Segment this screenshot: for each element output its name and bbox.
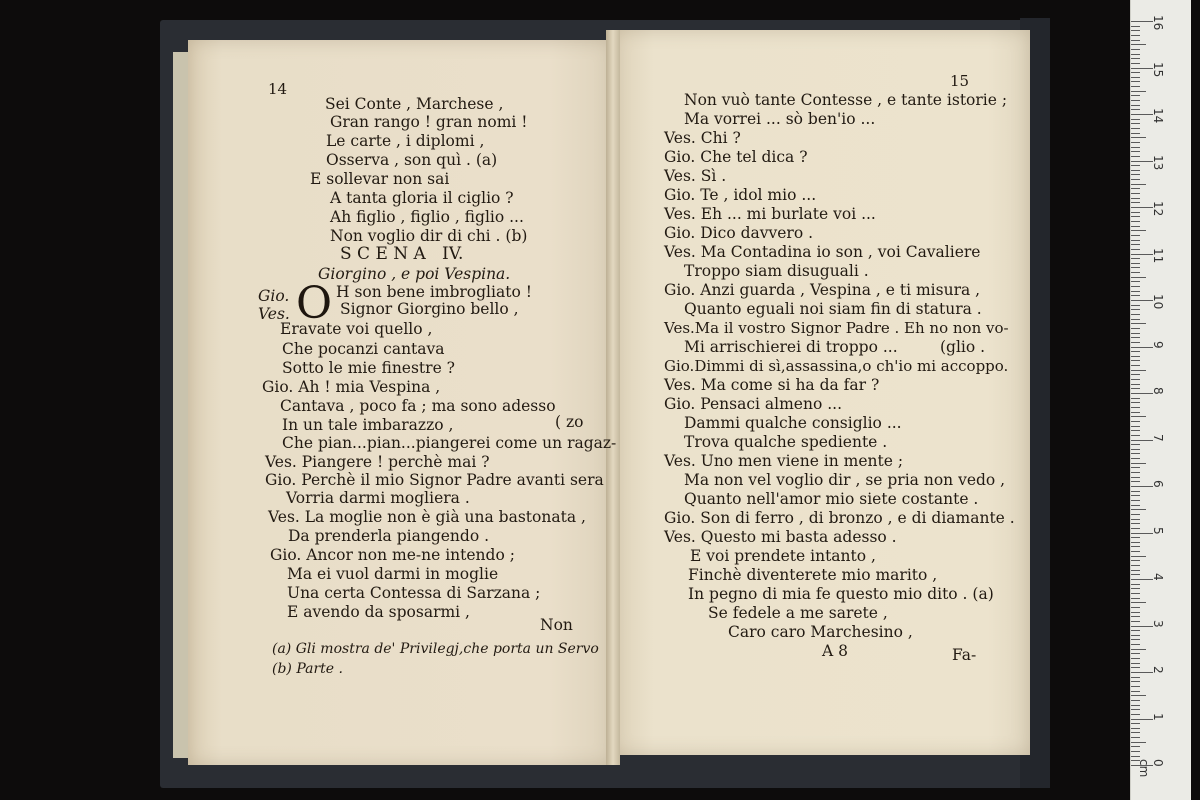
text-line: Trova qualche spediente . (684, 433, 888, 451)
ruler-tick (1131, 728, 1140, 729)
ruler-tick (1131, 756, 1140, 757)
ruler-tick (1131, 737, 1140, 738)
ruler-label: 11 (1151, 247, 1165, 263)
ruler-tick (1131, 639, 1140, 640)
ruler-tick (1131, 161, 1153, 162)
ruler-tick (1131, 714, 1140, 715)
ruler-tick (1131, 584, 1140, 585)
ruler-tick (1131, 151, 1140, 152)
ruler-label: 10 (1151, 294, 1165, 310)
text-line: Signor Giorgino bello , (340, 300, 519, 318)
ruler-tick (1131, 528, 1140, 529)
ruler-tick (1131, 481, 1140, 482)
text-line: Gio. Anzi guarda , Vespina , e ti misura , (664, 281, 981, 299)
text-line: Gio. Dico davvero . (664, 224, 814, 242)
ruler-tick (1131, 746, 1140, 747)
ruler-tick (1131, 616, 1140, 617)
ruler-tick (1131, 198, 1140, 199)
ruler-tick (1131, 500, 1140, 501)
ruler-tick (1131, 360, 1140, 361)
ruler-label: 0 cm (1137, 759, 1165, 778)
text-line: E avendo da sposarmi , (287, 603, 470, 621)
text-line: Ves. Eh ... mi burlate voi ... (664, 205, 876, 223)
ruler-tick (1131, 635, 1140, 636)
footnote: (a) Gli mostra de' Privilegj,che porta un Servo (272, 641, 599, 657)
text-line: In un tale imbarazzo , (282, 416, 454, 434)
ruler-tick (1131, 379, 1140, 380)
ruler-tick (1131, 193, 1140, 194)
ruler-label: 9 (1151, 340, 1165, 349)
ruler-tick (1131, 81, 1140, 82)
ruler-tick (1131, 546, 1140, 547)
ruler-tick (1131, 40, 1140, 41)
ruler-tick (1131, 453, 1140, 454)
ruler-tick (1131, 560, 1140, 561)
ruler-tick (1131, 519, 1140, 520)
text-line: Gio. Son di ferro , di bronzo , e di diamante . (664, 509, 1015, 527)
text-line: Ah figlio , figlio , figlio ... (330, 208, 524, 226)
ruler-tick (1131, 732, 1140, 733)
ruler-tick (1131, 156, 1140, 157)
ruler-tick (1131, 667, 1140, 668)
ruler-tick (1131, 300, 1153, 301)
ruler-tick (1131, 672, 1153, 673)
ruler-tick (1131, 588, 1140, 589)
ruler-tick (1131, 21, 1153, 22)
text-line: Se fedele a me sarete , (708, 604, 888, 622)
ruler-tick (1131, 574, 1140, 575)
text-line: Caro caro Marchesino , (728, 623, 913, 641)
ruler-tick (1131, 207, 1153, 208)
page-number-left: 14 (268, 80, 288, 98)
ruler-tick (1131, 319, 1140, 320)
ruler-tick (1131, 663, 1140, 664)
ruler-tick (1131, 751, 1140, 752)
ruler-tick (1131, 170, 1140, 171)
text-line: E voi prendete intanto , (690, 547, 876, 565)
text-line: Gio.Dimmi di sì,assassina,o ch'io mi accoppo. (664, 357, 1009, 375)
ruler-tick (1131, 351, 1140, 352)
text-line: Ves. Chi ? (664, 129, 741, 147)
ruler-tick (1131, 565, 1140, 566)
ruler-tick (1131, 602, 1146, 603)
ruler-tick (1131, 449, 1140, 450)
text-line: Quanto nell'amor mio siete costante . (684, 490, 979, 508)
ruler-tick (1131, 100, 1140, 101)
ruler-tick (1131, 174, 1140, 175)
text-line: Ves. Uno men viene in mente ; (664, 452, 904, 470)
page-number-right: 15 (950, 72, 970, 90)
text-line: Cantava , poco fa ; ma sono adesso (280, 397, 556, 415)
ruler-tick (1131, 556, 1146, 557)
text-line: Vorria darmi mogliera . (286, 489, 470, 507)
ruler-tick (1131, 430, 1140, 431)
ruler-tick (1131, 653, 1140, 654)
ruler-tick (1131, 458, 1140, 459)
text-line: Eravate voi quello , (280, 320, 433, 338)
ruler-tick (1131, 505, 1140, 506)
text-line: Da prenderla piangendo . (288, 527, 490, 545)
ruler-tick (1131, 681, 1140, 682)
ruler-tick (1131, 184, 1146, 185)
ruler-label: 5 (1151, 526, 1165, 535)
ruler-tick (1131, 212, 1140, 213)
text-line: Gio. Pensaci almeno ... (664, 395, 842, 413)
ruler-tick (1131, 128, 1140, 129)
ruler-label: 13 (1151, 154, 1165, 170)
ruler-tick (1131, 95, 1140, 96)
text-line: Ma non vel voglio dir , se pria non vedo , (684, 471, 1006, 489)
text-line: Ves. La moglie non è già una bastonata , (268, 508, 586, 526)
text-line: Gio. Ancor non me-ne intendo ; (270, 546, 515, 564)
ruler-tick (1131, 337, 1140, 338)
ruler-tick (1131, 356, 1140, 357)
text-line: Finchè diventerete mio marito , (688, 566, 938, 584)
text-line: ( zo (555, 413, 584, 431)
ruler-tick (1131, 72, 1140, 73)
text-line: Gio. Ah ! mia Vespina , (262, 378, 441, 396)
ruler-tick (1131, 142, 1140, 143)
text-line: Troppo siam disuguali . (684, 262, 869, 280)
ruler-tick (1131, 742, 1146, 743)
text-line: Ves.Ma il vostro Signor Padre . Eh no non vo- (664, 319, 1009, 337)
ruler-tick (1131, 440, 1153, 441)
ruler-tick (1131, 523, 1140, 524)
speaker-label: Gio. (258, 287, 290, 305)
ruler-tick (1131, 486, 1153, 487)
ruler-label: 12 (1151, 201, 1165, 217)
ruler-tick (1131, 86, 1140, 87)
ruler-tick (1131, 267, 1140, 268)
ruler-tick (1131, 258, 1140, 259)
ruler-tick (1131, 277, 1146, 278)
scene-characters: Giorgino , e poi Vespina. (318, 265, 511, 283)
ruler-tick (1131, 370, 1146, 371)
ruler-tick (1131, 388, 1140, 389)
ruler-tick (1131, 328, 1140, 329)
speaker-label: Ves. (258, 305, 290, 323)
ruler-tick (1131, 695, 1146, 696)
ruler-tick (1131, 477, 1140, 478)
ruler-tick (1131, 68, 1153, 69)
ruler-tick (1131, 49, 1140, 50)
ruler-tick (1131, 281, 1140, 282)
drop-cap: O (296, 278, 333, 329)
ruler-tick (1131, 723, 1140, 724)
ruler-tick (1131, 291, 1140, 292)
ruler-tick (1131, 491, 1140, 492)
text-line: Gran rango ! gran nomi ! (330, 113, 528, 131)
ruler-tick (1131, 44, 1146, 45)
ruler-tick (1131, 137, 1146, 138)
text-line: Non vuò tante Contesse , e tante istorie ; (684, 91, 1008, 109)
ruler-tick (1131, 630, 1140, 631)
ruler-tick (1131, 686, 1140, 687)
ruler-tick (1131, 58, 1140, 59)
ruler-label: 1 (1151, 712, 1165, 721)
ruler-label: 6 (1151, 480, 1165, 488)
ruler-tick (1131, 91, 1146, 92)
text-line: A tanta gloria il ciglio ? (330, 189, 514, 207)
text-line: Osserva , son quì . (a) (326, 151, 498, 169)
ruler-tick (1131, 398, 1140, 399)
ruler-tick (1131, 537, 1140, 538)
ruler-tick (1131, 295, 1140, 296)
text-line: Sei Conte , Marchese , (325, 95, 504, 113)
ruler-tick (1131, 133, 1140, 134)
ruler-tick (1131, 165, 1140, 166)
ruler-tick (1131, 709, 1140, 710)
text-line: Non voglio dir di chi . (b) (330, 227, 528, 245)
ruler-tick (1131, 384, 1140, 385)
ruler-tick (1131, 249, 1140, 250)
catchword: Non (540, 616, 573, 634)
text-line: H son bene imbrogliato ! (336, 283, 532, 301)
text-line: Dammi qualche consiglio ... (684, 414, 902, 432)
ruler-tick (1131, 347, 1153, 348)
ruler-label: 8 (1151, 387, 1165, 395)
text-line: Ves. Sì . (664, 167, 727, 185)
ruler-tick (1131, 63, 1140, 64)
ruler-tick (1131, 467, 1140, 468)
scene-heading: S C E N A IV. (340, 244, 464, 264)
ruler-tick (1131, 263, 1140, 264)
ruler-tick (1131, 626, 1153, 627)
text-line: Quanto eguali noi siam fin di statura . (684, 300, 982, 318)
ruler-label: 3 (1151, 619, 1165, 628)
ruler-tick (1131, 272, 1140, 273)
ruler-tick (1131, 612, 1140, 613)
ruler-tick (1131, 221, 1140, 222)
ruler-tick (1131, 179, 1140, 180)
ruler-tick (1131, 365, 1140, 366)
text-line: Ves. Questo mi basta adesso . (664, 528, 897, 546)
ruler-tick (1131, 463, 1146, 464)
ruler-tick (1131, 109, 1140, 110)
ruler-tick (1131, 402, 1140, 403)
ruler-tick (1131, 226, 1140, 227)
ruler-tick (1131, 533, 1153, 534)
ruler-tick (1131, 77, 1140, 78)
ruler-tick (1131, 649, 1146, 650)
ruler-tick (1131, 426, 1140, 427)
ruler-tick (1131, 54, 1140, 55)
ruler-tick (1131, 323, 1146, 324)
ruler-tick (1131, 286, 1140, 287)
text-line: E sollevar non sai (310, 170, 450, 188)
ruler-tick (1131, 444, 1140, 445)
ruler-tick (1131, 412, 1140, 413)
ruler-label: 14 (1151, 108, 1165, 124)
ruler-tick (1131, 230, 1146, 231)
ruler-tick (1131, 407, 1140, 408)
ruler-tick (1131, 691, 1140, 692)
ruler-tick (1131, 621, 1140, 622)
ruler-tick (1131, 607, 1140, 608)
ruler-tick (1131, 342, 1140, 343)
ruler-tick (1131, 105, 1140, 106)
text-line: Gio. Perchè il mio Signor Padre avanti sera (265, 471, 604, 489)
text-line: In pegno di mia fe questo mio dito . (a) (688, 585, 994, 603)
ruler-label: 15 (1151, 61, 1165, 77)
ruler-tick (1131, 393, 1153, 394)
ruler-tick (1131, 719, 1153, 720)
text-line: Mi arrischierei di troppo ... (684, 338, 898, 356)
ruler-tick (1131, 216, 1140, 217)
ruler-label: 16 (1151, 15, 1165, 31)
ruler-tick (1131, 123, 1140, 124)
text-line: Sotto le mie finestre ? (282, 359, 455, 377)
ruler-tick (1131, 472, 1140, 473)
ruler-tick (1131, 542, 1140, 543)
ruler-tick (1131, 677, 1140, 678)
text-line: Ma vorrei ... sò ben'io ... (684, 110, 876, 128)
ruler-tick (1131, 26, 1140, 27)
ruler-tick (1131, 700, 1140, 701)
ruler-tick (1131, 416, 1146, 417)
ruler-tick (1131, 305, 1140, 306)
book-gutter (606, 30, 620, 765)
signature-mark: A 8 (822, 642, 848, 660)
ruler-tick (1131, 435, 1140, 436)
ruler-tick (1131, 598, 1140, 599)
ruler-tick (1131, 333, 1140, 334)
text-line: Che pian...pian...piangerei come un ragaz- (282, 434, 617, 452)
ruler-tick (1131, 254, 1153, 255)
text-line: Ves. Piangere ! perchè mai ? (265, 453, 490, 471)
ruler-tick (1131, 593, 1140, 594)
ruler-tick (1131, 309, 1140, 310)
ruler-tick (1131, 314, 1140, 315)
measuring-ruler (1130, 0, 1191, 800)
ruler-tick (1131, 35, 1140, 36)
text-line: Le carte , i diplomi , (326, 132, 485, 150)
ruler-label: 7 (1151, 433, 1165, 442)
ruler-tick (1131, 147, 1140, 148)
ruler-tick (1131, 579, 1153, 580)
ruler-tick (1131, 374, 1140, 375)
text-line: Ves. Ma come si ha da far ? (664, 376, 880, 394)
text-line: Una certa Contessa di Sarzana ; (287, 584, 541, 602)
text-line: Che pocanzi cantava (282, 340, 445, 358)
text-line: Ma ei vuol darmi in moglie (287, 565, 499, 583)
ruler-tick (1131, 240, 1140, 241)
ruler-tick (1131, 235, 1140, 236)
ruler-tick (1131, 551, 1140, 552)
ruler-tick (1131, 644, 1140, 645)
ruler-tick (1131, 114, 1153, 115)
ruler-tick (1131, 30, 1140, 31)
ruler-tick (1131, 244, 1140, 245)
ruler-tick (1131, 188, 1140, 189)
text-line: (glio . (940, 338, 986, 356)
ruler-tick (1131, 570, 1140, 571)
ruler-tick (1131, 421, 1140, 422)
ruler-label: 2 (1151, 666, 1165, 674)
ruler-tick (1131, 119, 1140, 120)
ruler-tick (1131, 509, 1146, 510)
ruler-tick (1131, 514, 1140, 515)
ruler-tick (1131, 705, 1140, 706)
text-line: Gio. Te , idol mio ... (664, 186, 817, 204)
ruler-tick (1131, 495, 1140, 496)
text-line: Ves. Ma Contadina io son , voi Cavaliere (664, 243, 981, 261)
ruler-tick (1131, 658, 1140, 659)
ruler-tick (1131, 202, 1140, 203)
ruler-label: 4 (1151, 573, 1165, 581)
catchword: Fa- (952, 646, 977, 664)
text-line: Gio. Che tel dica ? (664, 148, 808, 166)
footnote: (b) Parte . (272, 661, 343, 677)
